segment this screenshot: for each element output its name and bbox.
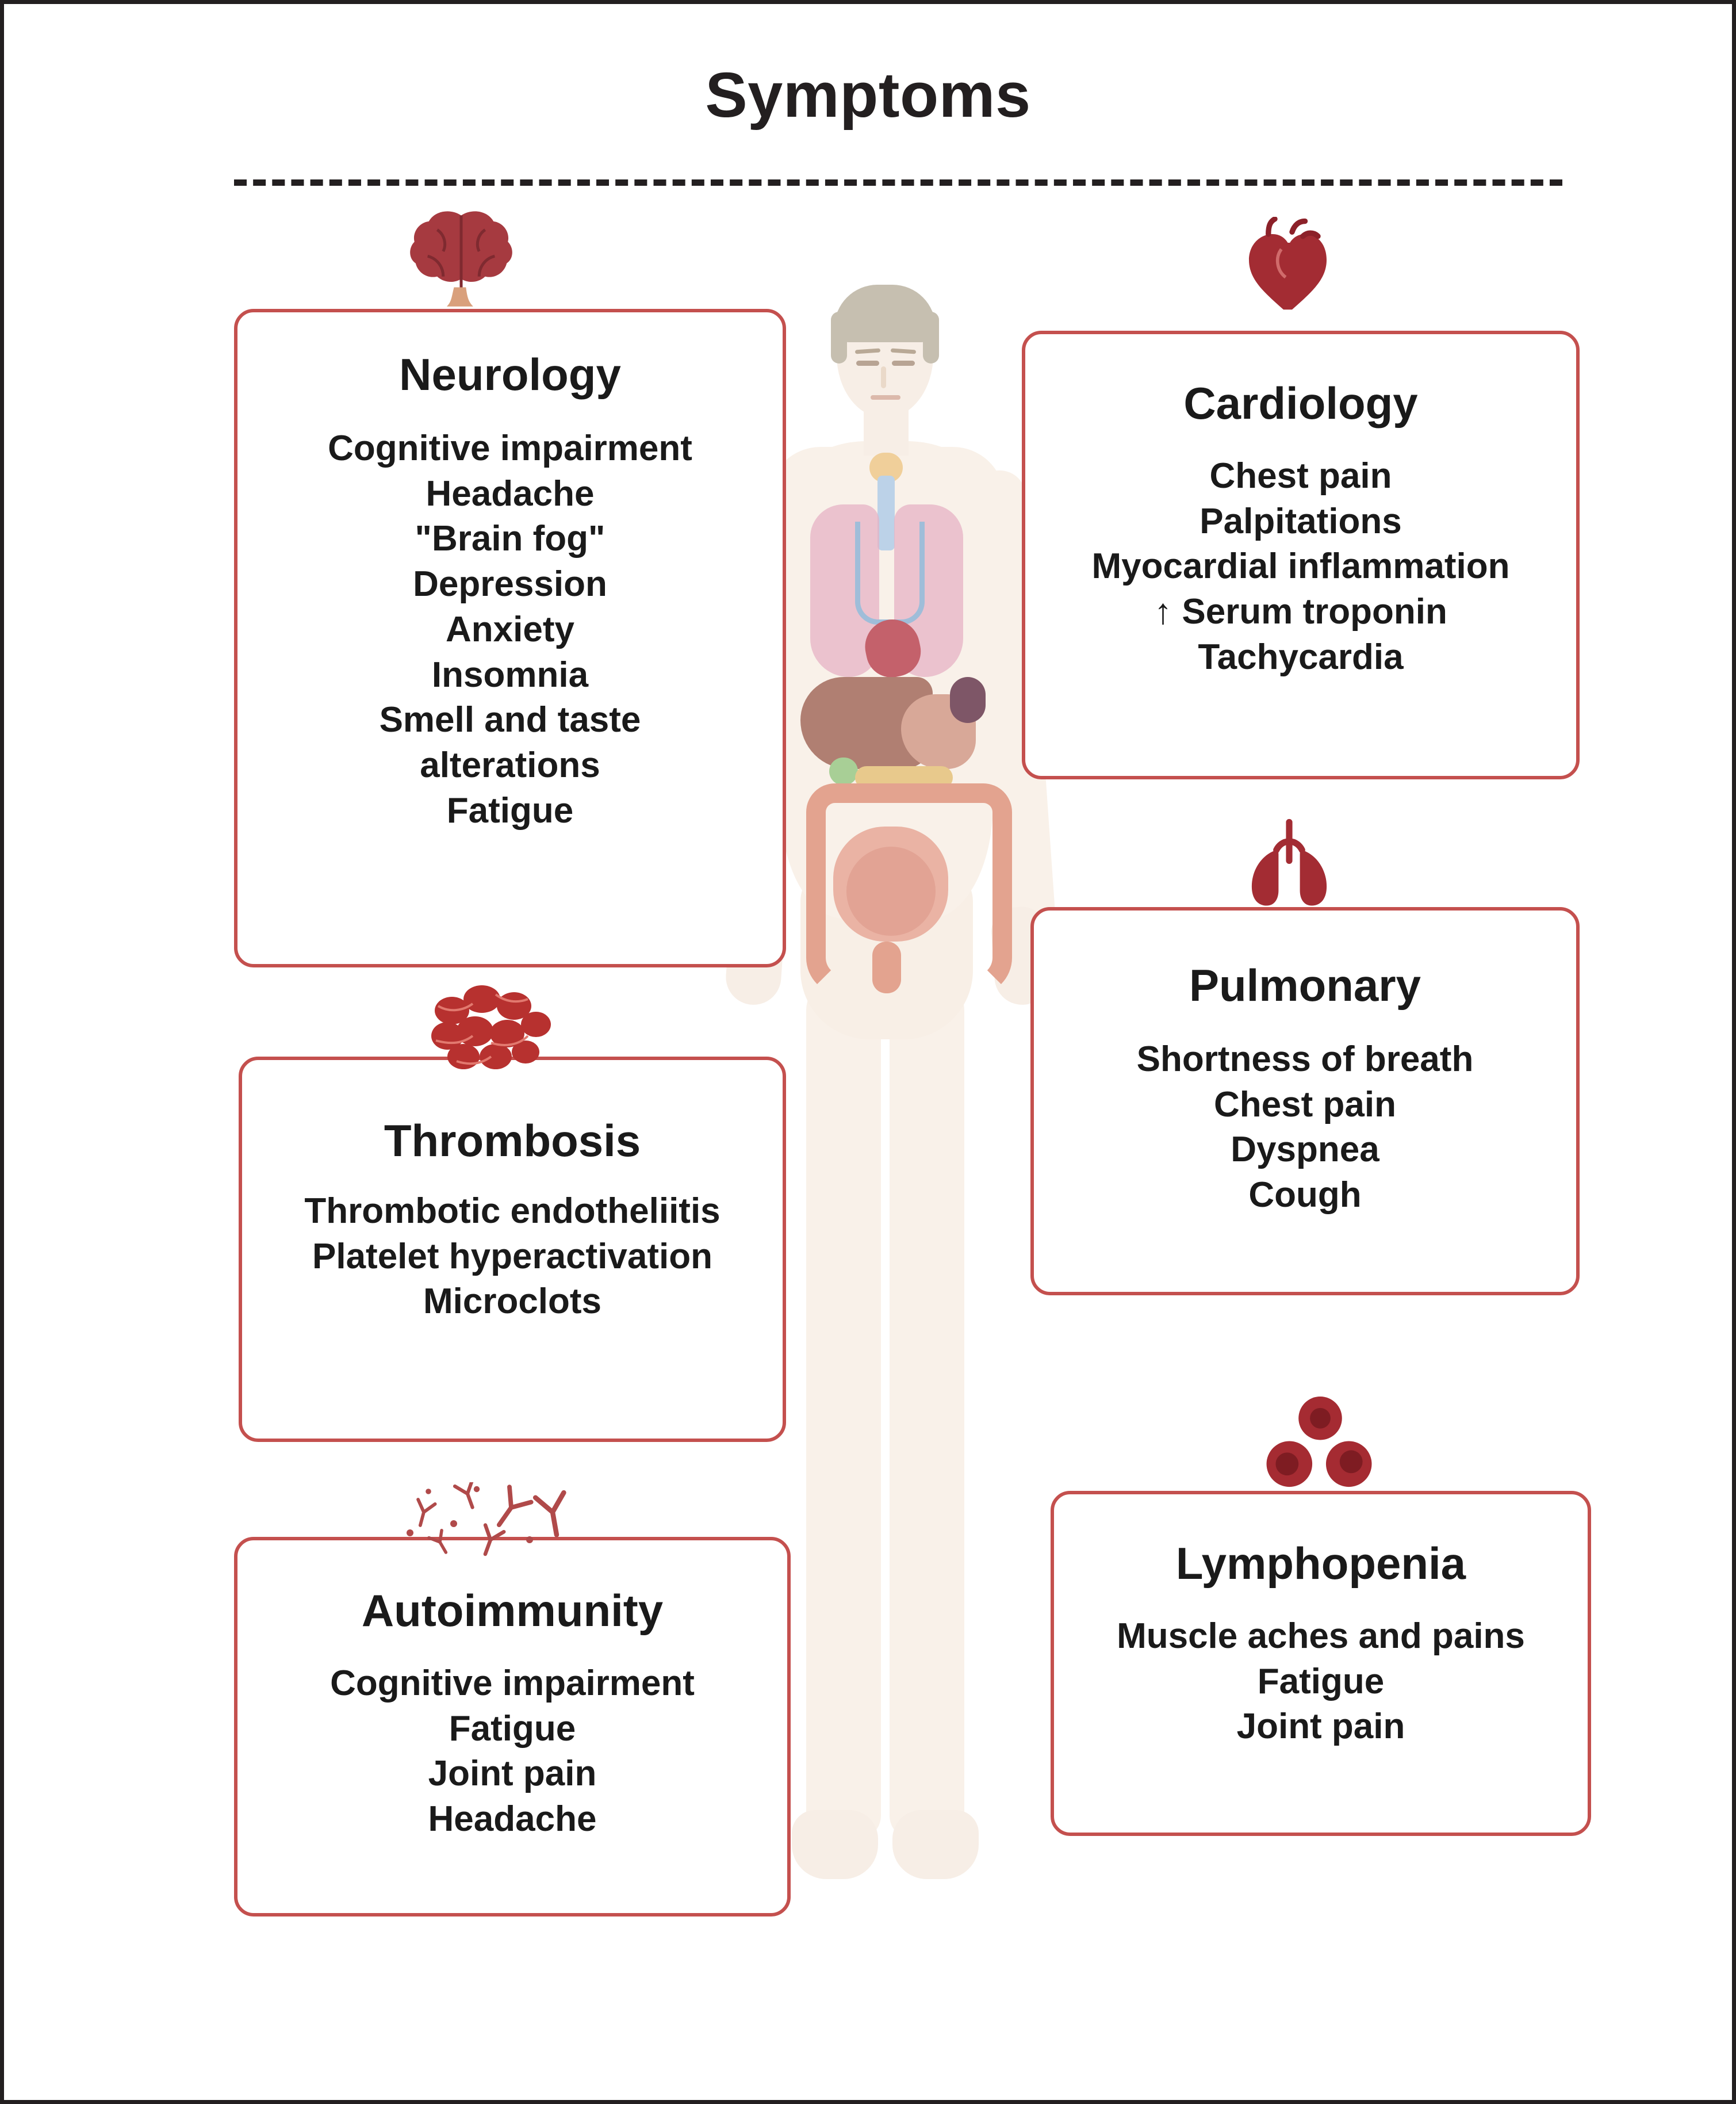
small-intestine-inner (846, 847, 936, 936)
box-title-lymphopenia: Lymphopenia (1175, 1538, 1466, 1589)
blood-clot-icon (427, 976, 553, 1077)
list-item: "Brain fog" (415, 519, 606, 559)
symptom-list-cardiology (1025, 454, 1576, 680)
list-item: Muscle aches and pains (1117, 1616, 1525, 1656)
list-item: Shortness of breath (1136, 1039, 1474, 1079)
left-eye (856, 361, 879, 366)
list-item: Cough (1248, 1175, 1362, 1215)
list-item: Chest pain (1214, 1084, 1396, 1124)
symptom-box-pulmonary[interactable] (1030, 907, 1580, 1295)
hair-right-side (923, 312, 939, 364)
list-item: Anxiety (446, 609, 574, 649)
list-item: Cognitive impairment (330, 1663, 695, 1703)
box-title-autoimmunity: Autoimmunity (361, 1585, 664, 1636)
symptom-box-thrombosis[interactable] (239, 1057, 786, 1442)
list-item: Platelet hyperactivation (312, 1236, 713, 1276)
symptom-list-thrombosis (242, 1189, 783, 1325)
list-item: Headache (426, 473, 595, 514)
list-item: Headache (428, 1799, 597, 1839)
list-item: Myocardial inflammation (1091, 546, 1510, 587)
antibodies-icon (401, 1482, 573, 1560)
hair (834, 285, 936, 342)
box-title-thrombosis: Thrombosis (384, 1115, 641, 1166)
nose (881, 366, 886, 388)
list-item: ↑ Serum troponin (1154, 592, 1447, 632)
symptom-box-autoimmunity[interactable] (234, 1537, 791, 1916)
left-leg (806, 976, 881, 1839)
hair-left-side (831, 312, 847, 364)
list-item: Tachycardia (1198, 637, 1404, 677)
symptom-list-neurology (237, 426, 783, 834)
symptom-box-cardiology[interactable] (1022, 331, 1580, 779)
list-item: Fatigue (1257, 1661, 1385, 1701)
list-item: Dyspnea (1231, 1130, 1379, 1170)
box-title-neurology: Neurology (399, 349, 621, 400)
right-foot (892, 1810, 979, 1879)
rectum-organ (872, 942, 901, 993)
symptom-box-neurology[interactable] (234, 309, 786, 967)
title-divider (234, 179, 1562, 186)
list-item: Joint pain (1236, 1707, 1405, 1747)
gallbladder-organ (829, 758, 858, 785)
mouth (871, 395, 900, 400)
lymphocytes-icon (1266, 1393, 1375, 1497)
list-item: alterations (420, 745, 600, 786)
list-item: Smell and taste (379, 700, 641, 740)
right-leg (890, 976, 964, 1839)
symptom-list-lymphopenia (1054, 1614, 1588, 1750)
heart-icon (1240, 217, 1327, 315)
brain-icon (401, 208, 522, 312)
symptom-list-pulmonary (1034, 1037, 1576, 1218)
spleen-organ (950, 677, 986, 723)
right-eye (892, 361, 915, 366)
box-title-pulmonary: Pulmonary (1189, 960, 1421, 1011)
list-item: Fatigue (446, 790, 574, 831)
list-item: Insomnia (431, 655, 589, 695)
list-item: Microclots (423, 1281, 602, 1322)
list-item: Fatigue (449, 1708, 576, 1749)
lungs-icon (1243, 818, 1335, 913)
page-title: Symptoms (705, 60, 1031, 131)
list-item: Thrombotic endotheliitis (304, 1191, 721, 1231)
list-item: Cognitive impairment (328, 428, 692, 468)
box-title-cardiology: Cardiology (1183, 378, 1418, 429)
list-item: Palpitations (1200, 501, 1402, 541)
list-item: Chest pain (1209, 456, 1392, 496)
list-item: Depression (413, 564, 607, 605)
left-foot (792, 1810, 878, 1879)
symptom-box-lymphopenia[interactable] (1051, 1491, 1591, 1836)
right-bronchi (885, 522, 925, 625)
list-item: Joint pain (428, 1754, 597, 1794)
symptom-list-autoimmunity (237, 1661, 787, 1842)
